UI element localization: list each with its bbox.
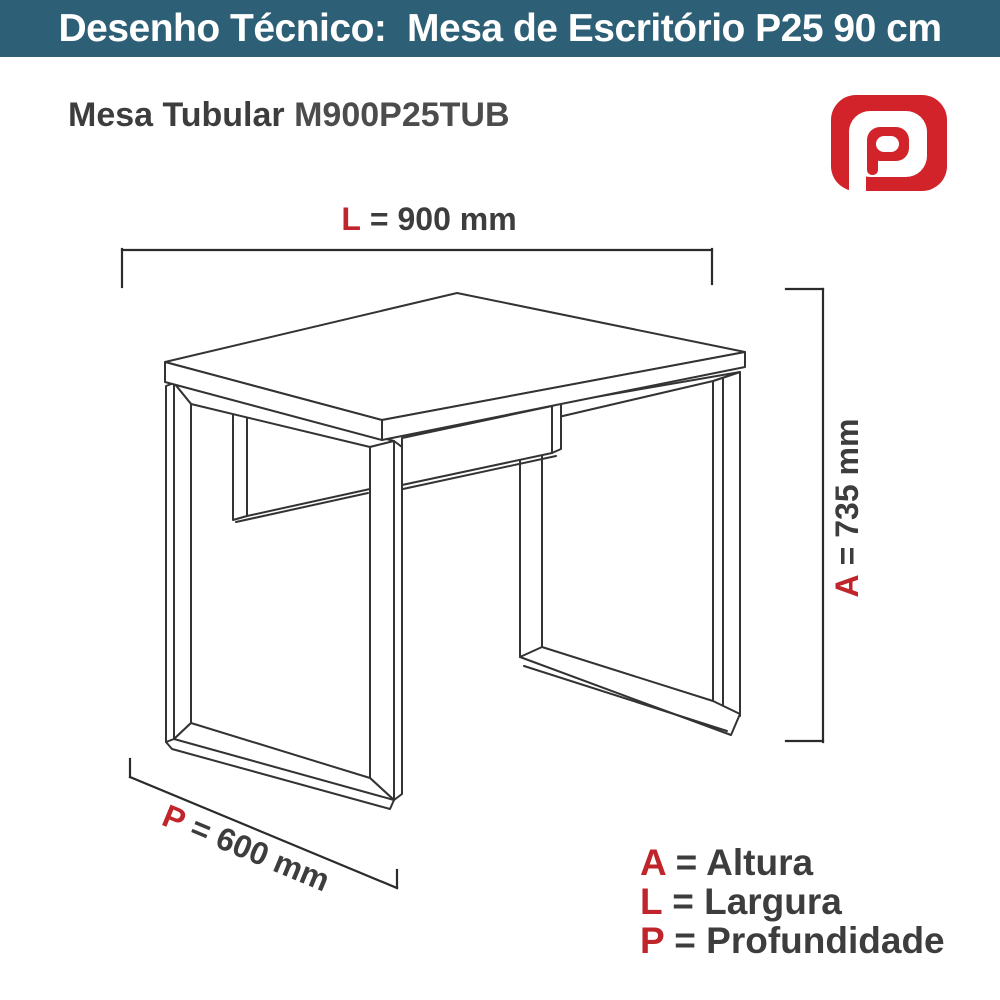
dimension-legend	[640, 843, 945, 960]
height-letter: A	[829, 574, 865, 598]
width-letter: L	[341, 201, 361, 237]
width-dimension-line	[122, 249, 712, 287]
depth-dimension-label	[158, 797, 335, 898]
height-dimension-line	[786, 289, 823, 742]
left-frame-front-leg	[370, 441, 394, 800]
height-value: = 735 mm	[829, 418, 865, 566]
height-dimension-label	[829, 419, 865, 598]
right-frame-rear-leg	[713, 372, 740, 716]
legend-row-largura	[640, 882, 945, 921]
left-frame-foot	[174, 723, 394, 800]
legend-row-altura	[640, 843, 945, 882]
legend-meaning-largura: = Largura	[661, 881, 842, 922]
legend-meaning-profundidade: = Profundidade	[664, 920, 945, 961]
depth-value: = 600 mm	[185, 808, 335, 899]
left-frame-rear-leg	[174, 383, 191, 739]
legend-letter-a: A	[640, 842, 666, 883]
page-title: Desenho Técnico: Mesa de Escritório P25 90 cm	[58, 6, 942, 50]
legend-letter-p: P	[640, 920, 665, 961]
right-frame-front-leg	[520, 434, 542, 657]
width-dimension-label	[341, 201, 516, 237]
width-value: = 900 mm	[369, 201, 517, 237]
product-model-code: M900P25TUB	[284, 96, 510, 134]
legend-row-profundidade	[640, 921, 945, 960]
left-frame-side-face	[166, 383, 174, 742]
depth-letter: P	[157, 797, 192, 839]
panel-left-end-cap	[233, 413, 247, 520]
product-name: Mesa Tubular	[68, 96, 285, 134]
panel-right-end-cap	[552, 403, 561, 453]
right-frame-foot	[520, 647, 740, 735]
legend-letter-l: L	[640, 881, 662, 922]
legend-meaning-altura: = Altura	[665, 842, 814, 883]
left-frame-front-leg-side-edge	[394, 441, 402, 800]
